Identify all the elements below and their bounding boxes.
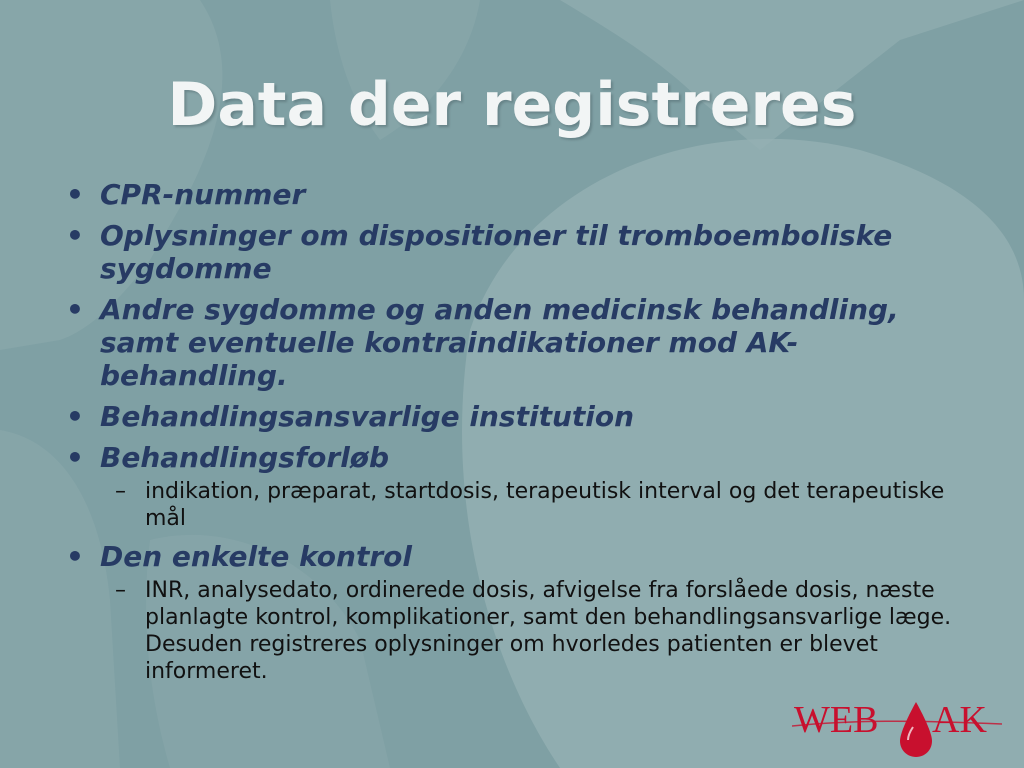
bullet-text: Behandlingsansvarlige institution xyxy=(100,400,635,433)
sub-text: INR, analysedato, ordinerede dosis, afvigelse fra forslåede dosis, næste planlagte kontrol, komplikationer, samt den behandlingsansvarlige læge. Desuden registreres oplysninger om hvorledes patienten er blevet informeret. xyxy=(145,578,952,684)
bullet-dot: • xyxy=(66,441,84,474)
bullet-text: Oplysninger om dispositioner til tromboemboliske sygdomme xyxy=(100,219,893,285)
bullet-dot: • xyxy=(66,178,84,211)
bullet-item xyxy=(64,178,964,211)
sub-list xyxy=(100,577,964,685)
bullet-text: Andre sygdomme og anden medicinsk behandling, samt eventuelle kontraindikationer mod AK-behandling. xyxy=(100,293,899,392)
bullet-text: Behandlingsforløb xyxy=(100,441,390,474)
slide-title: Data der registreres xyxy=(167,70,857,140)
blood-drop-icon xyxy=(900,702,932,757)
bullet-item xyxy=(64,219,964,285)
webak-logo xyxy=(792,690,1008,760)
bullet-item xyxy=(64,540,964,685)
bullet-list xyxy=(64,178,964,685)
sub-dash: – xyxy=(115,479,126,504)
slide-content xyxy=(64,178,964,691)
logo-text-left: WEB xyxy=(794,699,879,741)
bullet-text: CPR-nummer xyxy=(100,178,306,211)
bullet-text: Den enkelte kontrol xyxy=(100,540,412,573)
bullet-dot: • xyxy=(66,400,84,433)
sub-text: indikation, præparat, startdosis, terapeutisk interval og det terapeutiske mål xyxy=(145,479,945,531)
bullet-item xyxy=(64,441,964,532)
sub-dash: – xyxy=(115,578,126,603)
bullet-item xyxy=(64,293,964,392)
bullet-dot: • xyxy=(66,219,84,252)
logo-text-right: AK xyxy=(932,699,987,741)
bullet-item xyxy=(64,400,964,433)
sub-item xyxy=(100,577,964,685)
sub-list xyxy=(100,478,964,532)
bullet-dot: • xyxy=(66,293,84,326)
bullet-dot: • xyxy=(66,540,84,573)
sub-item xyxy=(100,478,964,532)
